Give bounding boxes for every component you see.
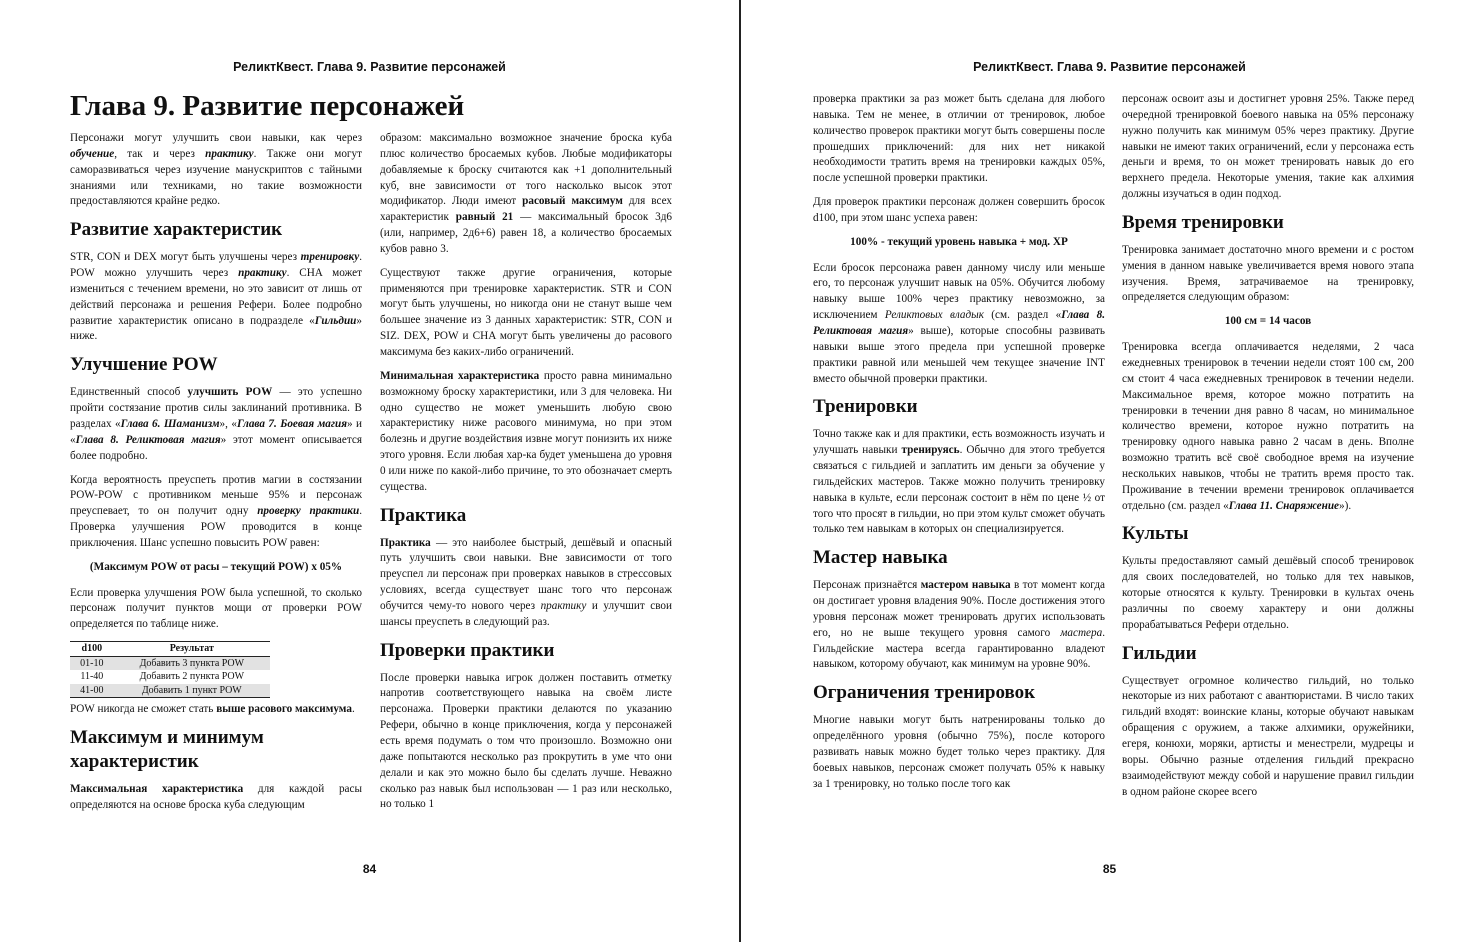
heading-max-min: Максимум и минимум характеристик [70,726,264,772]
paragraph-practice-cont: проверка практики за раз может быть сделана для любого навыка. Тем не менее, в отличии от тренировок, любое количество проверок практики могут быть совершены после прошедших приключений: для них нет никакой необходимости тратить время на тренировки каждых 05%, после успешной проверки практики. [813,93,1105,185]
heading-skill-master: Мастер навыка [813,547,948,569]
paragraph-max-3: Существуют также другие ограничения, которые применяются при тренировке характеристик. STR и CON могут быть улучшены, но никогда они не станут выше чем большее значение из 3 данных характеристик: STR, CON и SIZ. DEX, POW и CHA могут быть увеличены до расового максимума без каких-либо ограничений. [380,266,672,358]
paragraph-skill-master: Персонаж признаётся мастером навыка в тот момент когда он достигает уровня владения 90%. После достижения этого уровня персонаж может тренировать других использовать его, но не выше текущего уровня самого мастера. Гильдейские мастера всегда гарантированно владеют навыком, которому обучают, как минимум на уровне 90%. [813,579,1105,671]
page-number: 85 [1102,862,1117,876]
heading-cults: Культы [1122,523,1189,545]
paragraph-training-limits: Многие навыки могут быть натренированы только до определённого уровня (обычно 75%), после которого развивать навык можно будет только через практику. Для боевых навыков, персонаж сможет получать 05% к навыку за 1 тренировку, но только после того как [813,714,1105,790]
heading-practice: Практика [380,504,467,526]
heading-training-limits: Ограничения тренировок [813,682,1036,704]
heading-training: Тренировки [813,396,918,418]
paragraph-practice: Практика — это наиболее быстрый, дешёвый и опасный путь улучшить свои навыки. Вне зависимости от того преуспел ли персонаж при проверках навыков в стрессовых условиях, всегда существует шанс того что персонаж обучится чему-то нового через практику и улучшит свои шансы преуспеть в следующий раз. [380,536,672,628]
left-column-1 [70,131,362,841]
page-number: 84 [362,862,377,876]
formula-training-time: 100 см = 14 часов [1224,315,1312,328]
pow-result-table [70,641,270,698]
table-row: 11-40 Добавить 2 пункта POW [80,671,245,683]
right-column-1 [813,92,1105,842]
paragraph-practice-result: Если бросок персонажа равен данному числу или меньше его, то персонаж улучшит навык на 05%. Обучится любому навыку выше 100% через практику невозможно, за исключением Реликтовых владык (см. раздел «Глава 8. Реликтовая магия» выше), которые способны развивать навыки выше этого предела при успешной проверке практики равной или меньшей чем текущее значение INT вместо обычной проверки практики. [813,261,1105,385]
running-header: РеликтКвест. Глава 9. Развитие персонажей [233,60,506,74]
paragraph-max-2: образом: максимально возможное значение броска куба плюс количество бросаемых кубов. Любые модификаторы добавляемые к броску считаются как +1 дополнительный куб, вне зависимости от того насколько высок этот модификатор. Люди имеют расовый максимум для всех характеристик равный 21 — максимальный бросок 3д6 (или, например, 2д6+6) равен 18, а количество бросаемых кубов равно 3. [380,132,672,255]
chapter-title: Глава 9. Развитие персонажей [70,90,465,122]
paragraph-training-cont: персонаж освоит азы и достигнет уровня 25%. Также перед очередной тренировкой боевого навыка на 05% персонажу нужно получить как минимум 05% через практику. Другие навыки не имеют таких ограничений, если у персонажа есть деньги и время, то он может тренировать навык до его верхнего предела. Некоторые умения, такие как алхимия должны изучаться в один подход. [1122,93,1414,201]
formula-pow: (Максимум POW от расы – текущий POW) x 05% [89,560,343,573]
paragraph-pow-1: Единственный способ улучшить POW — это успешно пройти состязание против силы заклинаний противника. В разделах «Глава 6. Шаманизм», «Глава 7. Боевая магия» и «Глава 8. Реликтовая магия» этот момент описывается более подробно. [70,386,362,462]
table-row: 41-00 Добавить 1 пункт POW [70,684,270,698]
paragraph-pow-4: POW никогда не сможет стать выше расового максимума. [70,703,355,716]
right-column-2 [1122,92,1414,842]
heading-pow-improvement: Улучшение POW [70,354,218,376]
formula-practice: 100% - текущий уровень навыка + мод. XP [850,235,1068,248]
paragraph-training: Точно также как и для практики, есть возможность изучать и улучшать навыки тренируясь. Обычно для этого требуется связаться с гильдией и заплатить им деньги за обучение у гильдейских мастеров. Также можно получить тренировку навыка в культе, если персонаж состоит в нём по цене ½ от того что просят в гильдии, но при этом культ сможет обучать только тем навыкам в которых он специализируется. [813,428,1105,536]
paragraph-guilds: Существует огромное количество гильдий, но только некоторые из них работают с авантюристами. В число таких гильдий входят: воинские кланы, которые обучают навыкам обращения с оружием, а также алхимики, оружейники, егеря, конюхи, моряки, артисты и менестрели, мудрецы и воры. Обычно разные отделения гильдий прекрасно взаимодействуют между собой и нарушение правил гильдии в одном районе скорее всего [1122,674,1414,798]
paragraph-characteristics-development: STR, CON и DEX могут быть улучшены через тренировку. POW можно улучшить через практику. CHA может измениться с течением времени, но это зависит от лишь от действий персонажа и решения Рефери. Более подробно развитие характеристик описано в подразделе «Гильдии» ниже. [70,251,362,343]
paragraph-practice-roll: Для проверок практики персонаж должен совершить бросок d100, при этом шанс успеха равен: [813,196,1105,224]
paragraph-max-1: Максимальная характеристика для каждой расы определяются на основе броска куба следующим [70,782,362,811]
heading-characteristics-development: Развитие характеристик [70,219,283,241]
table-header-row: d100 Результат [70,642,270,657]
paragraph-training-time-1: Тренировка занимает достаточно много времени и с ростом умения в данном навыке увеличивается время нового этапа изучения. Время, затрачиваемое на тренировку, определяется следующим образом: [1122,243,1414,304]
paragraph-training-time-2: Тренировка всегда оплачивается неделями, 2 часа ежедневных тренировок в течении недели стоят 100 см, 200 см стоит 4 часа ежедневных тренировок в течении недели. Максимальное время, которое можно потратить на тренировки в течении дня равно 8 часам, но минимальное количество времени, которое нужно потратить на тренировку одного навыка равно 2 часам в день. Вполне возможно тратить всё своё свободное время на изучение нескольких навыков, чтобы не тратить время просто так. Проживание в течении времени тренировок оплачивается отдельно (см. раздел «Глава 11. Снаряжение»). [1122,341,1414,512]
paragraph-practice-checks: После проверки навыка игрок должен поставить отметку напротив соответствующего навыка на своём листе персонажа. Проверки практики делаются по указанию Рефери, обычно в конце приключения, когда у персонажей есть время подумать о том что произошло. Возможно они даже попытаются несколько раз прокрутить в уме что они делали и как это можно было бы сделать лучше. Неважно сколько раз навык был использован — 1 раз или несколько, но только 1 [380,671,672,811]
paragraph-min: Минимальная характеристика просто равна минимально возможному броску характеристики, или 3 для человека. Ни одно существо не может уменьшить любую свою характеристику ниже расового минимума, но при этом болезнь и другие воздействия извне могут понизить их ниже этого уровня. Если любая хар-ка будет уменьшена до уровня 0 или ниже по какой-либо причине, то это обозначает смерть существа. [380,369,672,493]
right-page [739,0,1478,942]
heading-training-time: Время тренировки [1122,211,1284,233]
table-row: 01-10 Добавить 3 пункта POW [70,656,270,670]
heading-practice-checks: Проверки практики [380,639,555,661]
heading-guilds: Гильдии [1122,642,1197,664]
paragraph-pow-2: Когда вероятность преуспеть против магии в состязании POW-POW с противником меньше 95% и персонаж преуспевает, то он получит одну проверку практики. Проверка улучшения POW проводится в конце приключения. Шанс успешно повысить POW равен: [70,473,362,549]
left-column-2 [380,131,672,841]
paragraph-cults: Культы предоставляют самый дешёвый способ тренировок для своих последователей, но только для тех навыков, которые относятся к культу. Тренировки в культах очень различны по своему характеру и они должны прорабатываться Рефери отдельно. [1122,555,1414,631]
paragraph-intro: Персонажи могут улучшить свои навыки, как через обучение, так и через практику. Также они могут саморазвиваться через изучение манускриптов с тайными знаниями или техниками, но такие возможности предоставляются крайне редко. [70,132,362,208]
paragraph-pow-3: Если проверка улучшения POW была успешной, то сколько персонаж получит пунктов мощи от проверки POW определяется по таблице ниже. [70,586,362,631]
running-header: РеликтКвест. Глава 9. Развитие персонажей [973,60,1246,74]
